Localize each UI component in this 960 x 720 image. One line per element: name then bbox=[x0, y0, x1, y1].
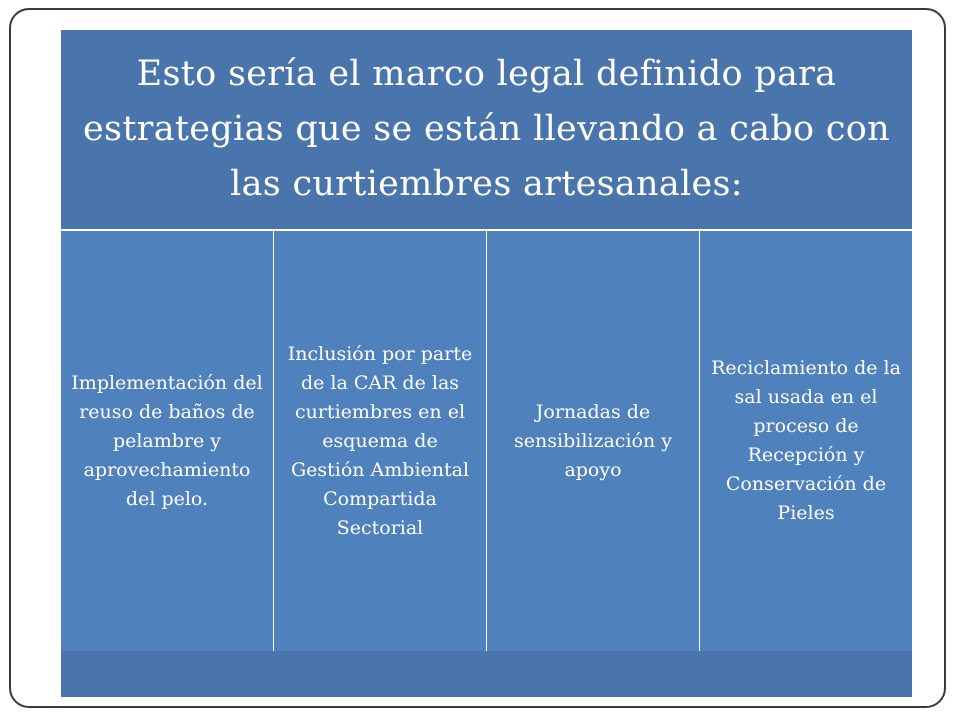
diagram-title: Esto sería el marco legal definido para estrategias que se están llevando a cabo con las curtiembres artesanales: bbox=[83, 54, 890, 204]
strategy-text: Reciclamiento de la sal usada en el proceso de Recepción y Conservación de Pieles bbox=[711, 357, 901, 524]
strategy-diagram bbox=[61, 30, 912, 697]
strategy-cell-reuse bbox=[61, 231, 273, 651]
strategy-cell-car-inclusion bbox=[273, 231, 486, 651]
strategy-cell-salt-recycling bbox=[699, 231, 912, 651]
strategy-cell-awareness bbox=[486, 231, 699, 651]
footer-band bbox=[61, 651, 912, 697]
strategy-text: Implementación del reuso de baños de pelambre y aprovechamiento del pelo. bbox=[71, 371, 263, 510]
strategy-row bbox=[61, 231, 912, 651]
strategy-text: Inclusión por parte de la CAR de las curtiembres en el esquema de Gestión Ambiental Compartida Sectorial bbox=[287, 342, 473, 539]
strategy-text: Jornadas de sensibilización y apoyo bbox=[514, 400, 672, 481]
diagram-header bbox=[61, 30, 912, 229]
